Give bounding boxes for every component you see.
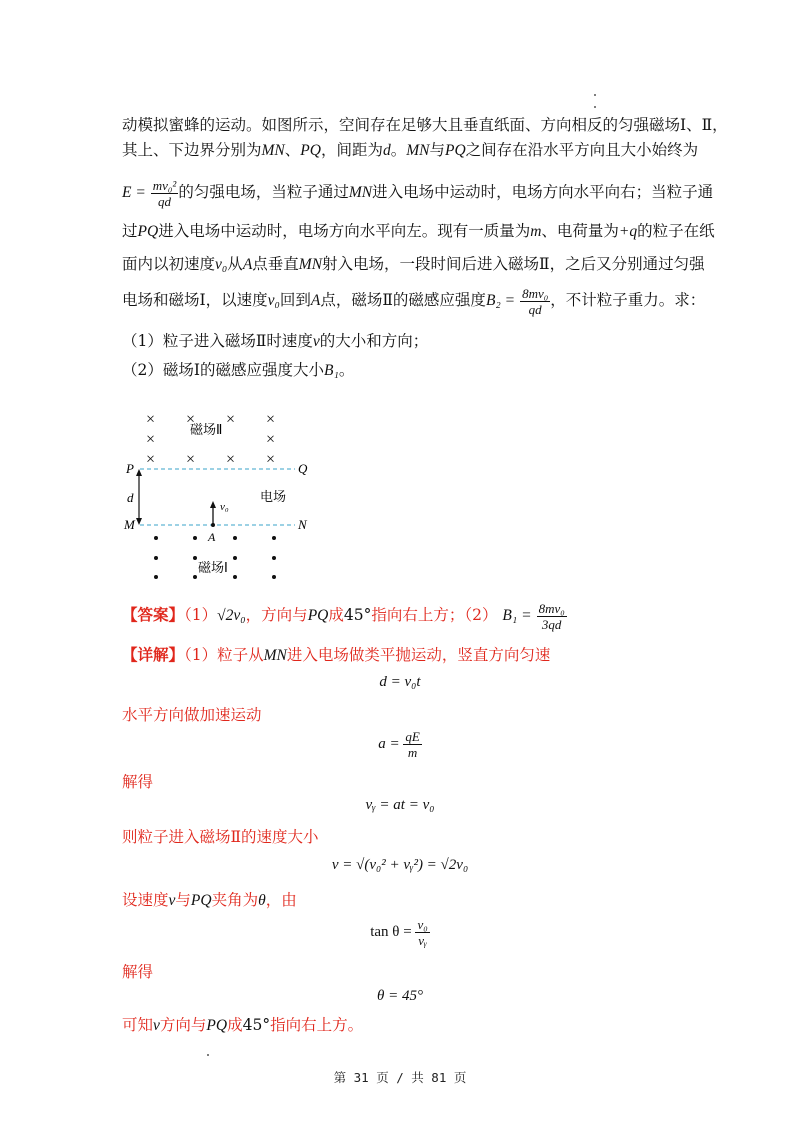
detail-tag: 【详解】 xyxy=(122,645,185,664)
dot-mark xyxy=(233,575,237,579)
detail-line-3: 解得 xyxy=(122,773,154,791)
dot-mark xyxy=(193,556,197,560)
problem-line-4: 过PQ进入电场中运动时，电场方向水平向左。现有一质量为m、电荷量为+q的粒子在纸 xyxy=(122,222,715,240)
cross-mark: × xyxy=(146,431,156,448)
fraction-b1: $\frac{\text{8mv₀}}{3qd}$ xyxy=(538,600,565,632)
cross-mark: × xyxy=(186,451,196,468)
problem-line-1: 动模拟蜜蜂的运动。如图所示，空间存在足够大且垂直纸面、方向相反的匀强磁场Ⅰ、Ⅱ， xyxy=(122,116,728,134)
dot-mark xyxy=(193,536,197,540)
fraction-e: $\frac{\text{mv₀²}}{qd}$ xyxy=(152,177,177,209)
stray-mark xyxy=(594,94,596,96)
cross-mark: × xyxy=(266,411,276,428)
equation-6: θ = 45° xyxy=(377,988,423,1004)
fraction-tan: $\frac{\text{v₀}}{\text{vᵧ}}$ xyxy=(417,917,428,948)
detail-line-4: 则粒子进入磁场Ⅱ的速度大小 xyxy=(122,828,319,846)
cross-mark: × xyxy=(226,451,236,468)
field-2-label: 磁场Ⅱ xyxy=(190,423,223,438)
cross-mark: × xyxy=(226,411,236,428)
field-2-crosses xyxy=(146,411,275,468)
problem-line-5: 面内以初速度v₀从A点垂直MN射入电场，一段时间后进入磁场Ⅱ，之后又分别通过匀强 xyxy=(122,255,705,273)
physics-diagram xyxy=(110,400,320,590)
dot-mark xyxy=(193,575,197,579)
detail-line-7: 可知v方向与PQ成45°指向右上方。 xyxy=(122,1016,364,1034)
equation-1: d = v₀t xyxy=(379,674,421,690)
answer-line: 【答案】（1）√2v₀，方向与PQ成45°指向右上方；（2） B₁ = $\frac{\text{8mv₀}}{3qd}$ xyxy=(122,600,565,632)
problem-line-2: 其上、下边界分别为MN、PQ，间距为d。MN与PQ之间存在沿水平方向且大小始终为 xyxy=(122,141,699,159)
field-1-label: 磁场Ⅰ xyxy=(198,561,228,576)
equation-3: vᵧ = at = v₀ xyxy=(365,797,435,813)
dot-mark xyxy=(272,556,276,560)
dot-mark xyxy=(272,536,276,540)
cross-mark: × xyxy=(146,411,156,428)
detail-line-6: 解得 xyxy=(122,963,154,981)
point-a xyxy=(211,523,215,527)
label-p: P xyxy=(126,461,134,476)
dot-mark xyxy=(272,575,276,579)
equation-2: a = $\frac{qE}{m}$ xyxy=(378,729,420,760)
question-1: （1）粒子进入磁场Ⅱ时速度v的大小和方向； xyxy=(122,332,429,350)
dot-mark xyxy=(154,575,158,579)
problem-line-3: E = $\frac{\text{mv₀²}}{qd}$ 的匀强电场，当粒子通过MN进入电场中运动时，电场方向水平向右；当粒子通 xyxy=(122,177,714,209)
answer-tag: 【答案】 xyxy=(122,605,185,624)
equation-5: tan θ = $\frac{\text{v₀}}{\text{vᵧ}}$ xyxy=(370,917,428,948)
stray-mark xyxy=(207,1054,209,1056)
cross-mark: × xyxy=(266,451,276,468)
dot-mark xyxy=(154,536,158,540)
detail-line-1: 【详解】（1）粒子从MN进入电场做类平抛运动，竖直方向匀速 xyxy=(122,645,551,664)
detail-line-2: 水平方向做加速运动 xyxy=(122,706,262,724)
fraction-b2: $\frac{\text{8mv₀}}{qd}$ xyxy=(522,285,549,317)
cross-mark: × xyxy=(186,411,196,428)
dot-mark xyxy=(233,556,237,560)
dot-mark xyxy=(154,556,158,560)
efield-label: 电场 xyxy=(260,490,287,505)
page-footer: 第 31 页 / 共 81 页 xyxy=(333,1070,467,1085)
equation-4: v = √(v₀² + vᵧ²) = √2v₀ xyxy=(331,857,469,873)
cross-mark: × xyxy=(146,451,156,468)
problem-line-6: 电场和磁场Ⅰ，以速度v₀回到A点，磁场Ⅱ的磁感应强度B₂ = $\frac{\text{8mv₀}}{qd}$ ，不计粒子重力。求： xyxy=(122,285,706,317)
label-n: N xyxy=(298,517,307,532)
cross-mark: × xyxy=(266,431,276,448)
dot-mark xyxy=(233,536,237,540)
question-2: （2）磁场Ⅰ的磁感应强度大小B₁。 xyxy=(122,361,355,379)
label-a: A xyxy=(208,530,216,544)
stray-mark xyxy=(594,106,596,108)
label-q: Q xyxy=(298,461,308,476)
label-m: M xyxy=(124,517,135,532)
label-v0: v₀ xyxy=(220,501,229,513)
label-d: d xyxy=(127,490,134,505)
fraction-a: $\frac{qE}{m}$ xyxy=(405,729,420,760)
detail-line-5: 设速度v与PQ夹角为θ，由 xyxy=(122,891,297,909)
